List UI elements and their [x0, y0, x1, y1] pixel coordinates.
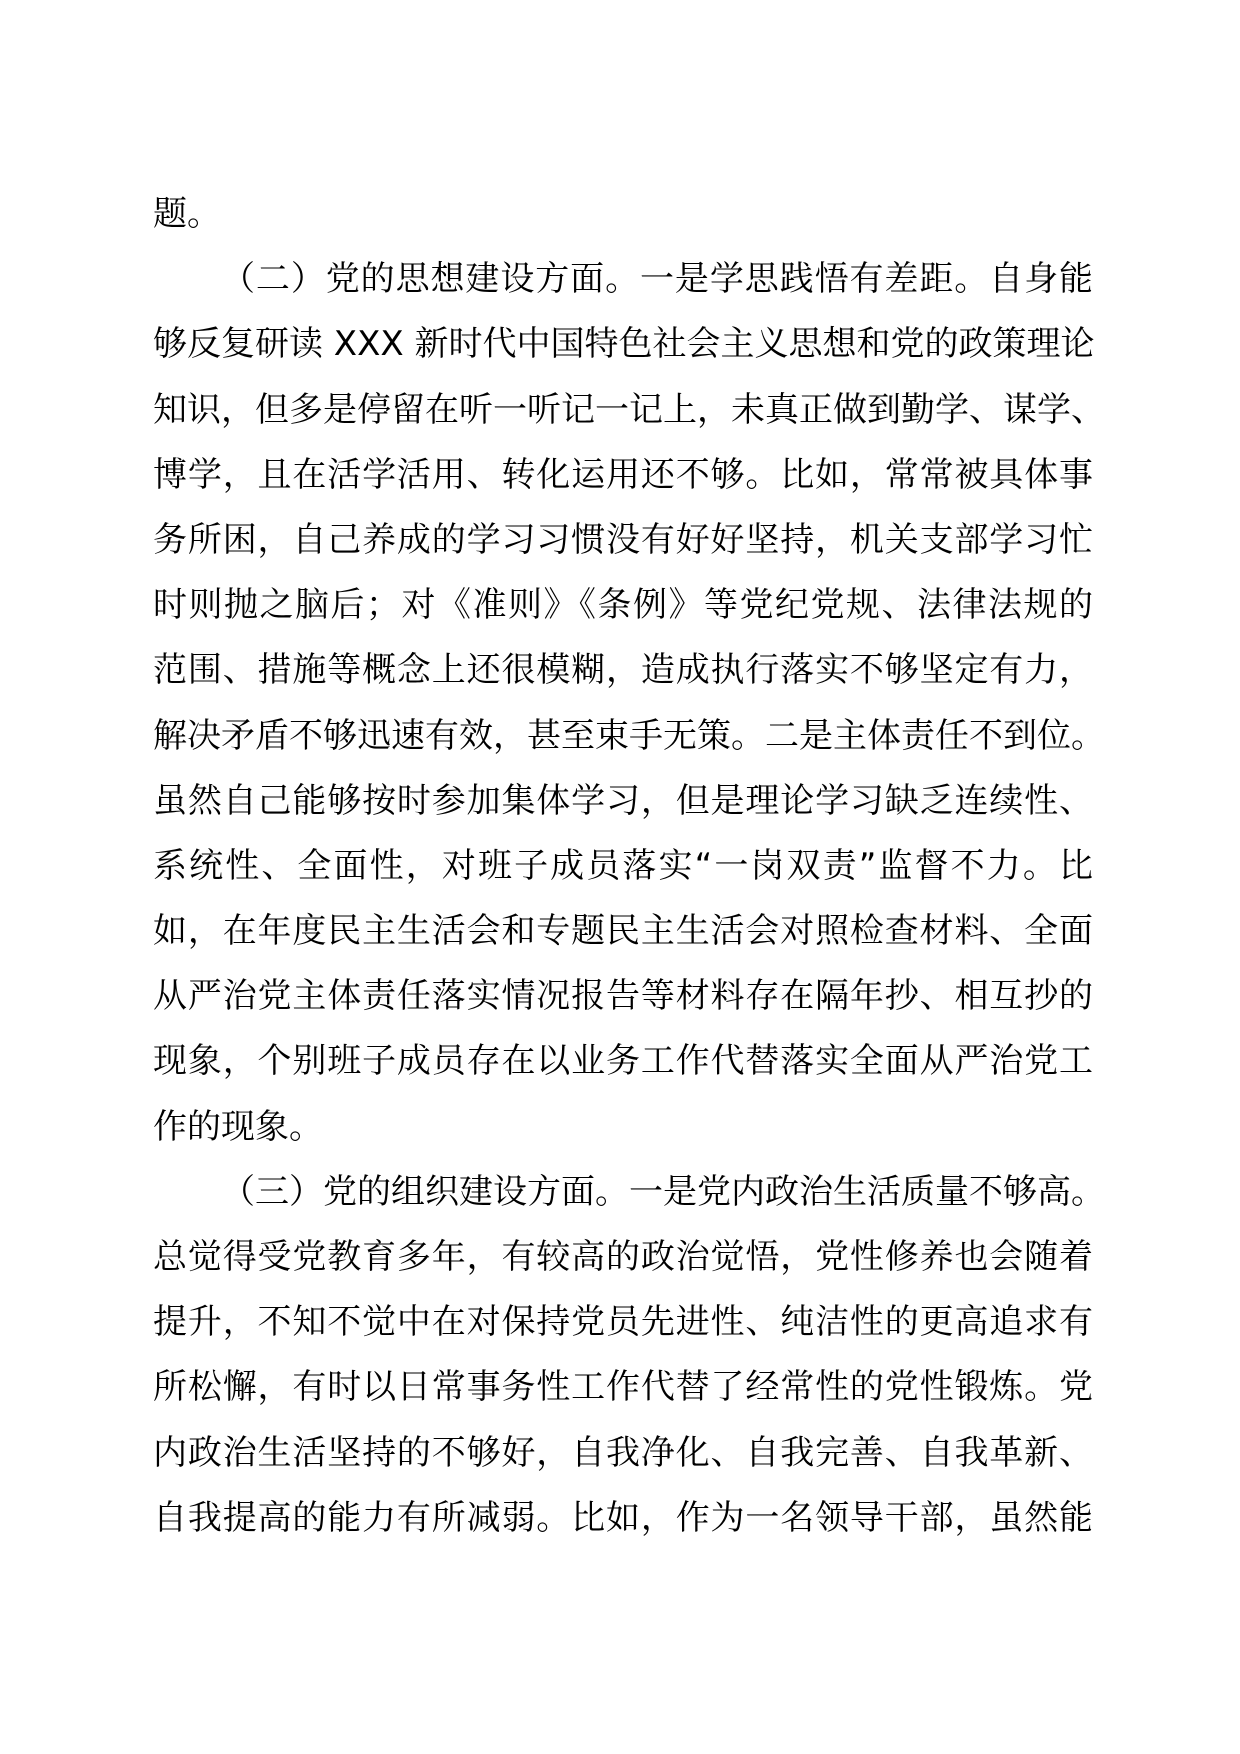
text-line: 所松懈，有时以日常事务性工作代替了经常性的党性锻炼。党 — [153, 1367, 1093, 1408]
text-line: 范围、措施等概念上还很模糊，造成执行落实不够坚定有力， — [153, 650, 1093, 691]
text-line: 如，在年度民主生活会和专题民主生活会对照检查材料、全面 — [153, 911, 1093, 952]
text-line: 提升，不知不觉中在对保持党员先进性、纯洁性的更高追求有 — [153, 1302, 1093, 1343]
text-line: 内政治生活坚持的不够好，自我净化、自我完善、自我革新、 — [153, 1432, 1093, 1473]
body-text — [153, 182, 1105, 1551]
text-line: 时则抛之脑后；对《准则》《条例》等党纪党规、法律法规的 — [153, 585, 1093, 626]
text-line: 务所困，自己养成的学习习惯没有好好坚持，机关支部学习忙 — [153, 519, 1093, 560]
text-line: 自我提高的能力有所减弱。比如，作为一名领导干部，虽然能 — [153, 1497, 1093, 1538]
text-line: 作的现象。 — [153, 1106, 323, 1147]
text-line: 总觉得受党教育多年，有较高的政治觉悟，党性修养也会随着 — [153, 1237, 1093, 1277]
section-heading-line: （二）党的思想建设方面。一是学思践悟有差距。自身能 — [221, 259, 1093, 300]
text-line: 从严治党主体责任落实情况报告等材料存在隔年抄、相互抄的 — [153, 976, 1093, 1017]
text-line: 现象，个别班子成员存在以业务工作代替落实全面从严治党工 — [153, 1041, 1093, 1082]
text-line: 知识，但多是停留在听一听记一记上，未真正做到勤学、谋学、 — [153, 389, 1105, 430]
text-line: 解决矛盾不够迅速有效，甚至束手无策。二是主体责任不到位。 — [153, 715, 1105, 756]
text-line: 虽然自己能够按时参加集体学习，但是理论学习缺乏连续性、 — [153, 780, 1093, 821]
text-line: 题。 — [153, 194, 221, 234]
section-heading-line: （三）党的组织建设方面。一是党内政治生活质量不够高。 — [221, 1171, 1105, 1212]
text-line: 系统性、全面性，对班子成员落实“一岗双责”监督不力。比 — [153, 845, 1093, 886]
text-line: 够反复研读 XXX 新时代中国特色社会主义思想和党的政策理论 — [153, 324, 1095, 365]
text-line: 博学，且在活学活用、转化运用还不够。比如，常常被具体事 — [153, 454, 1093, 495]
